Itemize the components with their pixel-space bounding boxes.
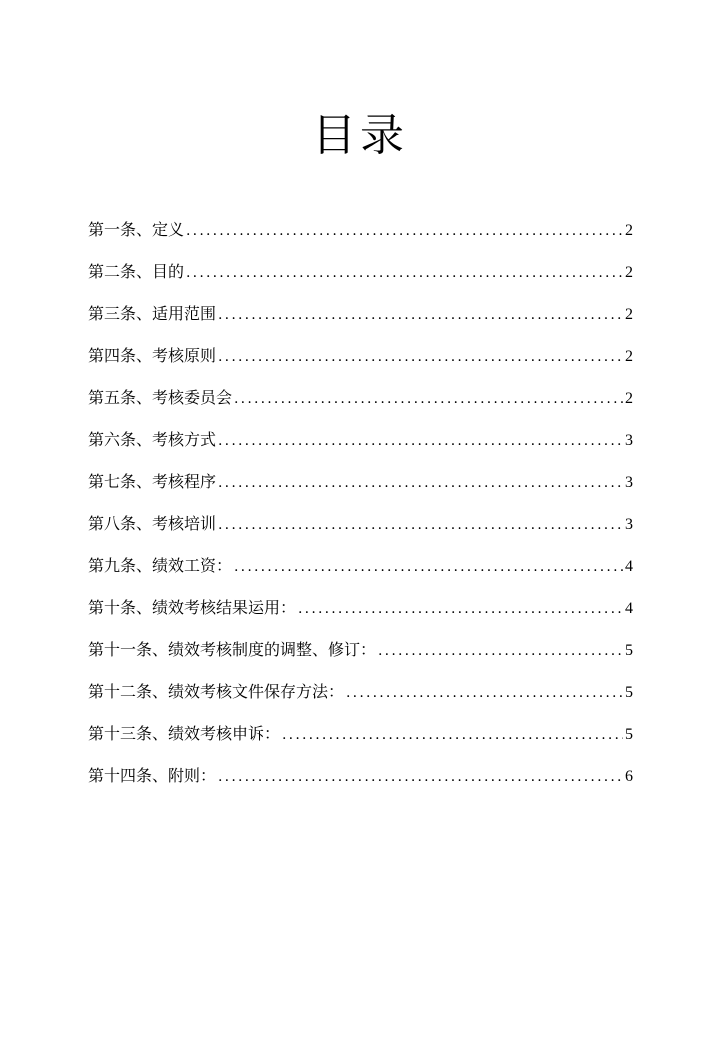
toc-entry-label: 第一条、定义: [88, 220, 185, 239]
toc-entry-page: 5: [625, 642, 633, 659]
toc-entry[interactable]: [88, 382, 633, 424]
toc-dot-leader: [218, 341, 623, 373]
toc-entry[interactable]: [88, 298, 633, 340]
toc-entry[interactable]: [88, 340, 633, 382]
toc-entry-page: 3: [625, 474, 633, 491]
toc-entry-label: 第十条、绩效考核结果运用：: [88, 598, 297, 617]
toc-dot-leader: [186, 257, 623, 289]
toc-entry-label: 第六条、考核方式: [88, 430, 217, 449]
toc-entry-page: 2: [625, 222, 633, 239]
toc-entry-page: 2: [625, 306, 633, 323]
toc-dot-leader: [378, 635, 623, 667]
toc-entry-page: 3: [625, 516, 633, 533]
toc-entry-page: 4: [625, 558, 633, 575]
toc-entry-page: 5: [625, 684, 633, 701]
toc-entry[interactable]: [88, 592, 633, 634]
toc-entry-page: 6: [625, 768, 633, 785]
toc-entry-label: 第五条、考核委员会: [88, 388, 233, 407]
toc-entry[interactable]: [88, 214, 633, 256]
toc-dot-leader: [234, 383, 623, 415]
toc-entry[interactable]: [88, 676, 633, 718]
toc-dot-leader: [218, 761, 623, 793]
toc-entry-page: 2: [625, 348, 633, 365]
toc-entry-page: 5: [625, 726, 633, 743]
toc-entry-label: 第七条、考核程序: [88, 472, 217, 491]
toc-title: 目录: [312, 110, 408, 161]
toc-entry-label: 第十一条、绩效考核制度的调整、修订：: [88, 640, 377, 659]
toc-dot-leader: [218, 467, 623, 499]
toc-entry[interactable]: [88, 256, 633, 298]
toc-entry-label: 第十三条、绩效考核申诉：: [88, 724, 281, 743]
toc-entry-label: 第八条、考核培训: [88, 514, 217, 533]
toc-entry-label: 第三条、适用范围: [88, 304, 217, 323]
toc-dot-leader: [282, 719, 623, 751]
toc-entry-page: 3: [625, 432, 633, 449]
table-of-contents: [88, 214, 633, 802]
toc-entry-page: 2: [625, 264, 633, 281]
toc-entry[interactable]: [88, 466, 633, 508]
toc-entry-label: 第十四条、附则：: [88, 766, 217, 785]
toc-entry[interactable]: [88, 508, 633, 550]
toc-dot-leader: [218, 509, 623, 541]
toc-entry[interactable]: [88, 718, 633, 760]
toc-entry[interactable]: [88, 550, 633, 592]
toc-entry-label: 第九条、绩效工资：: [88, 556, 233, 575]
toc-entry[interactable]: [88, 424, 633, 466]
toc-dot-leader: [186, 215, 623, 247]
toc-entry[interactable]: [88, 634, 633, 676]
toc-entry[interactable]: [88, 760, 633, 802]
toc-entry-label: 第二条、目的: [88, 262, 185, 281]
toc-entry-label: 第四条、考核原则: [88, 346, 217, 365]
toc-entry-page: 4: [625, 600, 633, 617]
toc-dot-leader: [234, 551, 623, 583]
toc-dot-leader: [218, 299, 623, 331]
toc-dot-leader: [346, 677, 623, 709]
toc-dot-leader: [298, 593, 623, 625]
toc-entry-label: 第十二条、绩效考核文件保存方法：: [88, 682, 345, 701]
toc-entry-page: 2: [625, 390, 633, 407]
toc-dot-leader: [218, 425, 623, 457]
